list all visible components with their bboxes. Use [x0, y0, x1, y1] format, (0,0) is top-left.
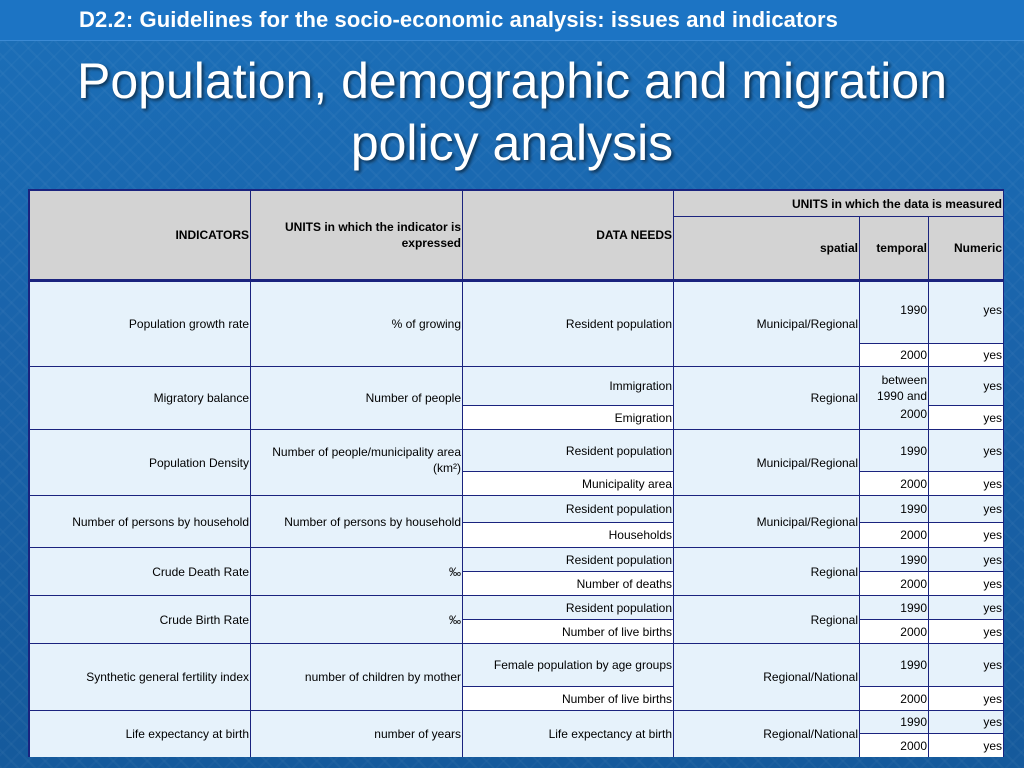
- table-row-unit: number of years: [251, 711, 463, 757]
- table-row-indicator: Migratory balance: [30, 367, 251, 430]
- table-row-need: Resident population: [463, 548, 674, 572]
- table-row-unit: Number of people/municipality area (km²): [251, 430, 463, 496]
- table-row-temporal: 2000: [860, 406, 929, 430]
- table-row-need: Resident population: [463, 496, 674, 523]
- table-row-spatial: Municipal/Regional: [674, 430, 860, 496]
- table-row-indicator: Life expectancy at birth: [30, 711, 251, 757]
- header-bar: [0, 0, 1024, 41]
- table-row-spatial: Regional/National: [674, 711, 860, 757]
- table-row-temporal: 1990: [860, 711, 929, 734]
- table-row-spatial: Municipal/Regional: [674, 282, 860, 367]
- table-row-temporal: 1990: [860, 282, 929, 344]
- table-row-indicator: Number of persons by household: [30, 496, 251, 548]
- table-row-unit: Number of people: [251, 367, 463, 430]
- table-row-temporal: 1990: [860, 430, 929, 472]
- table-row-numeric: yes: [929, 711, 1004, 734]
- table-row-need: Households: [463, 523, 674, 548]
- table-row-numeric: yes: [929, 430, 1004, 472]
- table-row-temporal: 2000: [860, 734, 929, 757]
- header-text: D2.2: Guidelines for the socio-economic analysis: issues and indicators: [79, 7, 838, 32]
- table-row-numeric: yes: [929, 620, 1004, 644]
- page-title: [0, 50, 1024, 174]
- table-row-numeric: yes: [929, 644, 1004, 687]
- table-row-spatial: Regional: [674, 596, 860, 644]
- table-row-indicator: Population Density: [30, 430, 251, 496]
- table-row-need: Life expectancy at birth: [463, 711, 674, 757]
- table-row-numeric: yes: [929, 496, 1004, 523]
- table-row-temporal: 1990: [860, 644, 929, 687]
- table-row-temporal: 2000: [860, 472, 929, 496]
- header-units-data: UNITS in which the data is measured: [674, 191, 1004, 217]
- table-row-numeric: yes: [929, 472, 1004, 496]
- table-row-unit: % of growing: [251, 282, 463, 367]
- header-temporal: temporal: [860, 217, 929, 280]
- table-row-temporal: 1990: [860, 596, 929, 620]
- table-row-indicator: Crude Birth Rate: [30, 596, 251, 644]
- table-row-numeric: yes: [929, 282, 1004, 344]
- table-row-need: Number of live births: [463, 620, 674, 644]
- table-row-unit: Number of persons by household: [251, 496, 463, 548]
- table-row-temporal: 2000: [860, 687, 929, 711]
- table-row-need: Municipality area: [463, 472, 674, 496]
- table-row-need: Resident population: [463, 430, 674, 472]
- table-row-need: Immigration: [463, 367, 674, 406]
- table-row-temporal: between 1990 and: [860, 367, 929, 406]
- table-row-need: Resident population: [463, 596, 674, 620]
- table-row-spatial: Regional: [674, 367, 860, 430]
- table-row-need: Emigration: [463, 406, 674, 430]
- header-indicators: INDICATORS: [30, 191, 251, 280]
- table-row-spatial: Municipal/Regional: [674, 496, 860, 548]
- header-numeric: Numeric: [929, 217, 1004, 280]
- table-row-need: Resident population: [463, 282, 674, 367]
- table-row-temporal: 2000: [860, 572, 929, 596]
- table-row-spatial: Regional: [674, 548, 860, 596]
- table-row-numeric: yes: [929, 548, 1004, 572]
- table-row-need: Female population by age groups: [463, 644, 674, 687]
- table-row-unit: ‰: [251, 596, 463, 644]
- table-row-spatial: Regional/National: [674, 644, 860, 711]
- table-row-numeric: yes: [929, 596, 1004, 620]
- table-row-numeric: yes: [929, 406, 1004, 430]
- table-row-numeric: yes: [929, 523, 1004, 548]
- table-row-temporal: 2000: [860, 523, 929, 548]
- table-row-indicator: Crude Death Rate: [30, 548, 251, 596]
- title-line-1: Population, demographic and migration: [77, 53, 947, 109]
- table-row-temporal: 2000: [860, 344, 929, 367]
- header-units-indicator: UNITS in which the indicator is expressed: [251, 191, 463, 280]
- header-data-needs: DATA NEEDS: [463, 191, 674, 280]
- table-row-numeric: yes: [929, 572, 1004, 596]
- table-row-temporal: 2000: [860, 620, 929, 644]
- table-row-numeric: yes: [929, 344, 1004, 367]
- table-row-temporal: 1990: [860, 496, 929, 523]
- table-row-need: Number of live births: [463, 687, 674, 711]
- table-row-need: Number of deaths: [463, 572, 674, 596]
- table-row-indicator: Synthetic general fertility index: [30, 644, 251, 711]
- indicators-table: [28, 189, 1004, 757]
- table-row-numeric: yes: [929, 367, 1004, 406]
- table-row-numeric: yes: [929, 687, 1004, 711]
- table-row-unit: number of children by mother: [251, 644, 463, 711]
- table-row-temporal: 1990: [860, 548, 929, 572]
- title-line-2: policy analysis: [350, 115, 674, 171]
- header-spatial: spatial: [674, 217, 860, 280]
- table-row-indicator: Population growth rate: [30, 282, 251, 367]
- table-row-unit: ‰: [251, 548, 463, 596]
- table-row-numeric: yes: [929, 734, 1004, 757]
